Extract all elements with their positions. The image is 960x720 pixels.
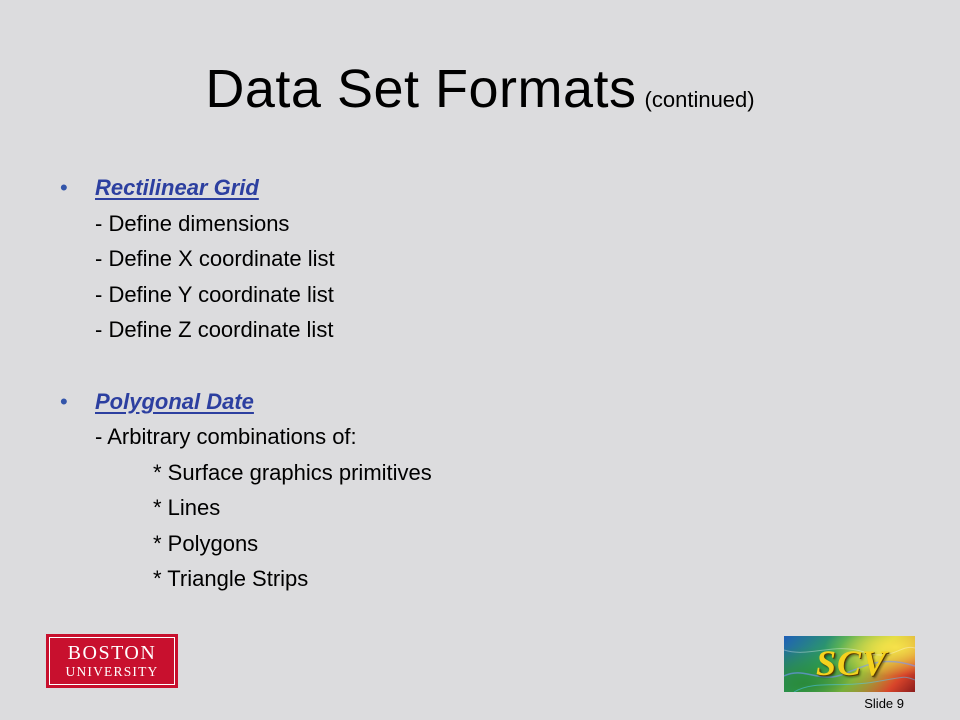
heading-link-rectilinear-grid[interactable]: Rectilinear Grid (95, 175, 259, 200)
logo-text-line2: UNIVERSITY (65, 664, 159, 680)
slide-body (60, 170, 900, 597)
boston-university-logo (46, 634, 178, 688)
list-item: - Define Y coordinate list (95, 281, 334, 307)
sub-list-item: * Surface graphics primitives (153, 459, 432, 485)
list-item: - Define X coordinate list (95, 246, 335, 271)
slide-title (0, 58, 960, 120)
spacer (60, 348, 900, 384)
slide-number: Slide 9 (864, 696, 904, 711)
title-main: Data Set Formats (205, 59, 637, 119)
bullet-icon: • (60, 175, 68, 200)
bullet-item-polygonal-date (60, 384, 900, 420)
boston-university-logo-frame (49, 637, 175, 685)
bullet-icon: • (60, 388, 68, 414)
scv-logo (784, 636, 915, 692)
logo-text-line1: BOSTON (67, 642, 157, 665)
bullet-item-rectilinear-grid (60, 170, 900, 206)
sub-list-item: * Triangle Strips (153, 566, 309, 591)
list-item: - Define Z coordinate list (95, 317, 334, 342)
list-item: - Define dimensions (95, 210, 290, 236)
list-item: - Arbitrary combinations of: (95, 424, 357, 449)
sub-list-item: * Polygons (153, 530, 259, 556)
scv-logo-text: SCV (816, 643, 888, 683)
heading-link-polygonal-date[interactable]: Polygonal Date (95, 388, 254, 414)
sub-list-item: * Lines (153, 495, 221, 520)
title-subtitle: (continued) (644, 87, 755, 112)
